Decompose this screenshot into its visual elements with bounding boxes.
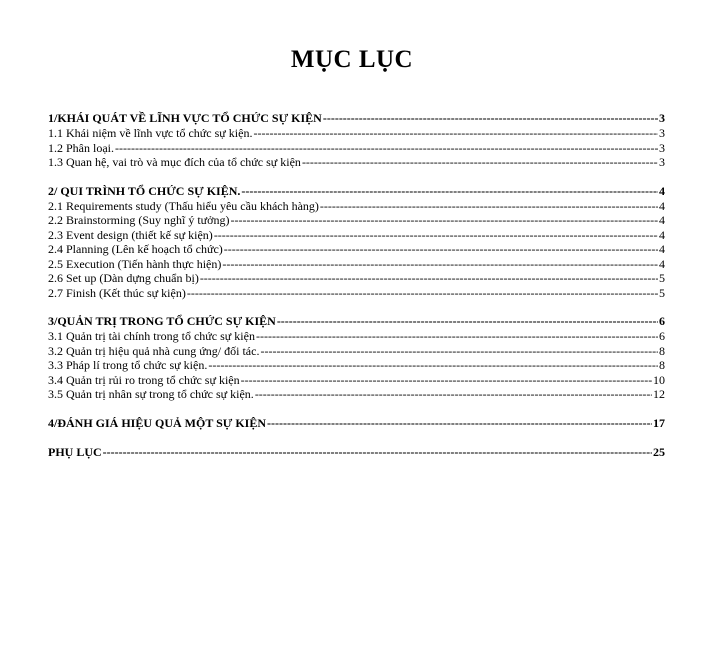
toc-entry-label: 2.4 Planning (Lên kế hoạch tổ chức)	[48, 242, 223, 256]
dot-leader	[241, 183, 658, 199]
toc-page-number: 8	[659, 358, 665, 372]
toc-page-number: 5	[659, 271, 665, 285]
dot-leader	[253, 126, 658, 141]
toc-page-number: 3	[659, 140, 665, 155]
dot-leader	[222, 257, 658, 272]
toc-entry[interactable]	[48, 373, 665, 388]
toc-entry-label: 3.4 Quản trị rủi ro trong tổ chức sự kiện	[48, 372, 240, 387]
toc-page-number: 8	[659, 343, 665, 358]
toc-page-number: 4	[659, 213, 665, 227]
toc-entry[interactable]	[48, 199, 665, 214]
table-of-contents	[48, 110, 665, 473]
dot-leader	[260, 344, 658, 359]
page-title: MỤC LỤC	[290, 46, 414, 73]
dot-leader	[115, 141, 658, 156]
dot-leader	[267, 415, 652, 431]
toc-entry-label: 1.3 Quan hệ, vai trò và mục đích của tổ chức sự kiện	[48, 155, 301, 169]
toc-page-number: 17	[653, 415, 665, 430]
toc-page-number: 6	[659, 329, 665, 343]
toc-page-number: 6	[659, 314, 665, 328]
toc-entry-label: 2.6 Set up (Dàn dựng chuẩn bị)	[48, 271, 199, 285]
toc-entry[interactable]	[48, 358, 665, 373]
toc-page-number: 10	[653, 372, 665, 387]
toc-entry[interactable]	[48, 213, 665, 228]
dot-leader	[214, 228, 658, 243]
toc-entry-label: 3.2 Quản trị hiệu quả nhà cung ứng/ đối tác.	[48, 343, 260, 358]
toc-entry[interactable]	[48, 141, 665, 156]
toc-entry[interactable]	[48, 242, 665, 257]
dot-leader	[224, 242, 658, 257]
toc-heading-label: 1/KHÁI QUÁT VỀ LĨNH VỰC TỔ CHỨC SỰ KIỆN	[48, 111, 322, 125]
toc-section-3	[48, 313, 665, 402]
toc-page-number: 4	[659, 183, 665, 198]
toc-page-number: 3	[659, 111, 665, 125]
toc-entry[interactable]	[48, 155, 665, 170]
toc-entry-label: 3.1 Quản trị tài chính trong tổ chức sự kiện	[48, 329, 255, 343]
toc-page-number: 12	[653, 387, 665, 401]
toc-section-4	[48, 415, 665, 431]
toc-page-number: 3	[659, 126, 665, 140]
toc-page-number: 25	[653, 444, 665, 459]
dot-leader	[208, 358, 658, 373]
toc-entry[interactable]	[48, 257, 665, 272]
toc-entry-label: 3.3 Pháp lí trong tổ chức sự kiện.	[48, 358, 208, 372]
toc-heading[interactable]	[48, 110, 665, 126]
toc-page-number: 4	[659, 227, 665, 242]
toc-entry-label: 1.2 Phân loại.	[48, 140, 114, 155]
dot-leader	[231, 213, 658, 228]
toc-heading[interactable]	[48, 444, 665, 460]
toc-heading[interactable]	[48, 183, 665, 199]
dot-leader	[200, 271, 658, 286]
dot-leader	[302, 155, 658, 170]
dot-leader	[187, 286, 658, 301]
toc-page-number: 4	[659, 242, 665, 256]
toc-entry[interactable]	[48, 271, 665, 286]
toc-section-2	[48, 183, 665, 301]
toc-entry-label: 2.7 Finish (Kết thúc sự kiện)	[48, 285, 186, 300]
toc-heading-label: 3/QUẢN TRỊ TRONG TỔ CHỨC SỰ KIỆN	[48, 314, 276, 328]
dot-leader	[255, 387, 652, 402]
toc-entry-label: 2.1 Requirements study (Thấu hiểu yêu cầu khách hàng)	[48, 198, 319, 213]
toc-entry[interactable]	[48, 387, 665, 402]
toc-entry-label: 2.5 Execution (Tiến hành thực hiện)	[48, 256, 222, 271]
dot-leader	[256, 329, 658, 344]
toc-entry[interactable]	[48, 329, 665, 344]
toc-entry-label: 1.1 Khái niệm về lĩnh vực tổ chức sự kiện.	[48, 126, 253, 140]
toc-page-number: 5	[659, 285, 665, 300]
dot-leader	[323, 110, 658, 126]
toc-entry[interactable]	[48, 126, 665, 141]
toc-entry-label: 2.2 Brainstorming (Suy nghĩ ý tưởng)	[48, 213, 230, 227]
toc-heading-label: PHỤ LỤC	[48, 444, 102, 459]
toc-heading[interactable]	[48, 415, 665, 431]
toc-page-number: 4	[659, 256, 665, 271]
toc-entry[interactable]	[48, 286, 665, 301]
toc-entry-label: 2.3 Event design (thiết kế sự kiện)	[48, 227, 213, 242]
toc-section-1	[48, 110, 665, 170]
toc-section-appendix	[48, 444, 665, 460]
toc-page-number: 4	[659, 198, 665, 213]
toc-entry[interactable]	[48, 228, 665, 243]
toc-heading-label: 4/ĐÁNH GIÁ HIỆU QUẢ MỘT SỰ KIỆN	[48, 415, 267, 430]
dot-leader	[277, 313, 658, 329]
toc-heading-label: 2/ QUI TRÌNH TỔ CHỨC SỰ KIỆN.	[48, 183, 241, 198]
dot-leader	[320, 199, 658, 214]
toc-heading[interactable]	[48, 313, 665, 329]
toc-entry[interactable]	[48, 344, 665, 359]
toc-page-number: 3	[659, 155, 665, 169]
dot-leader	[241, 373, 652, 388]
dot-leader	[103, 444, 652, 460]
toc-entry-label: 3.5 Quản trị nhân sự trong tổ chức sự kiện.	[48, 387, 254, 401]
